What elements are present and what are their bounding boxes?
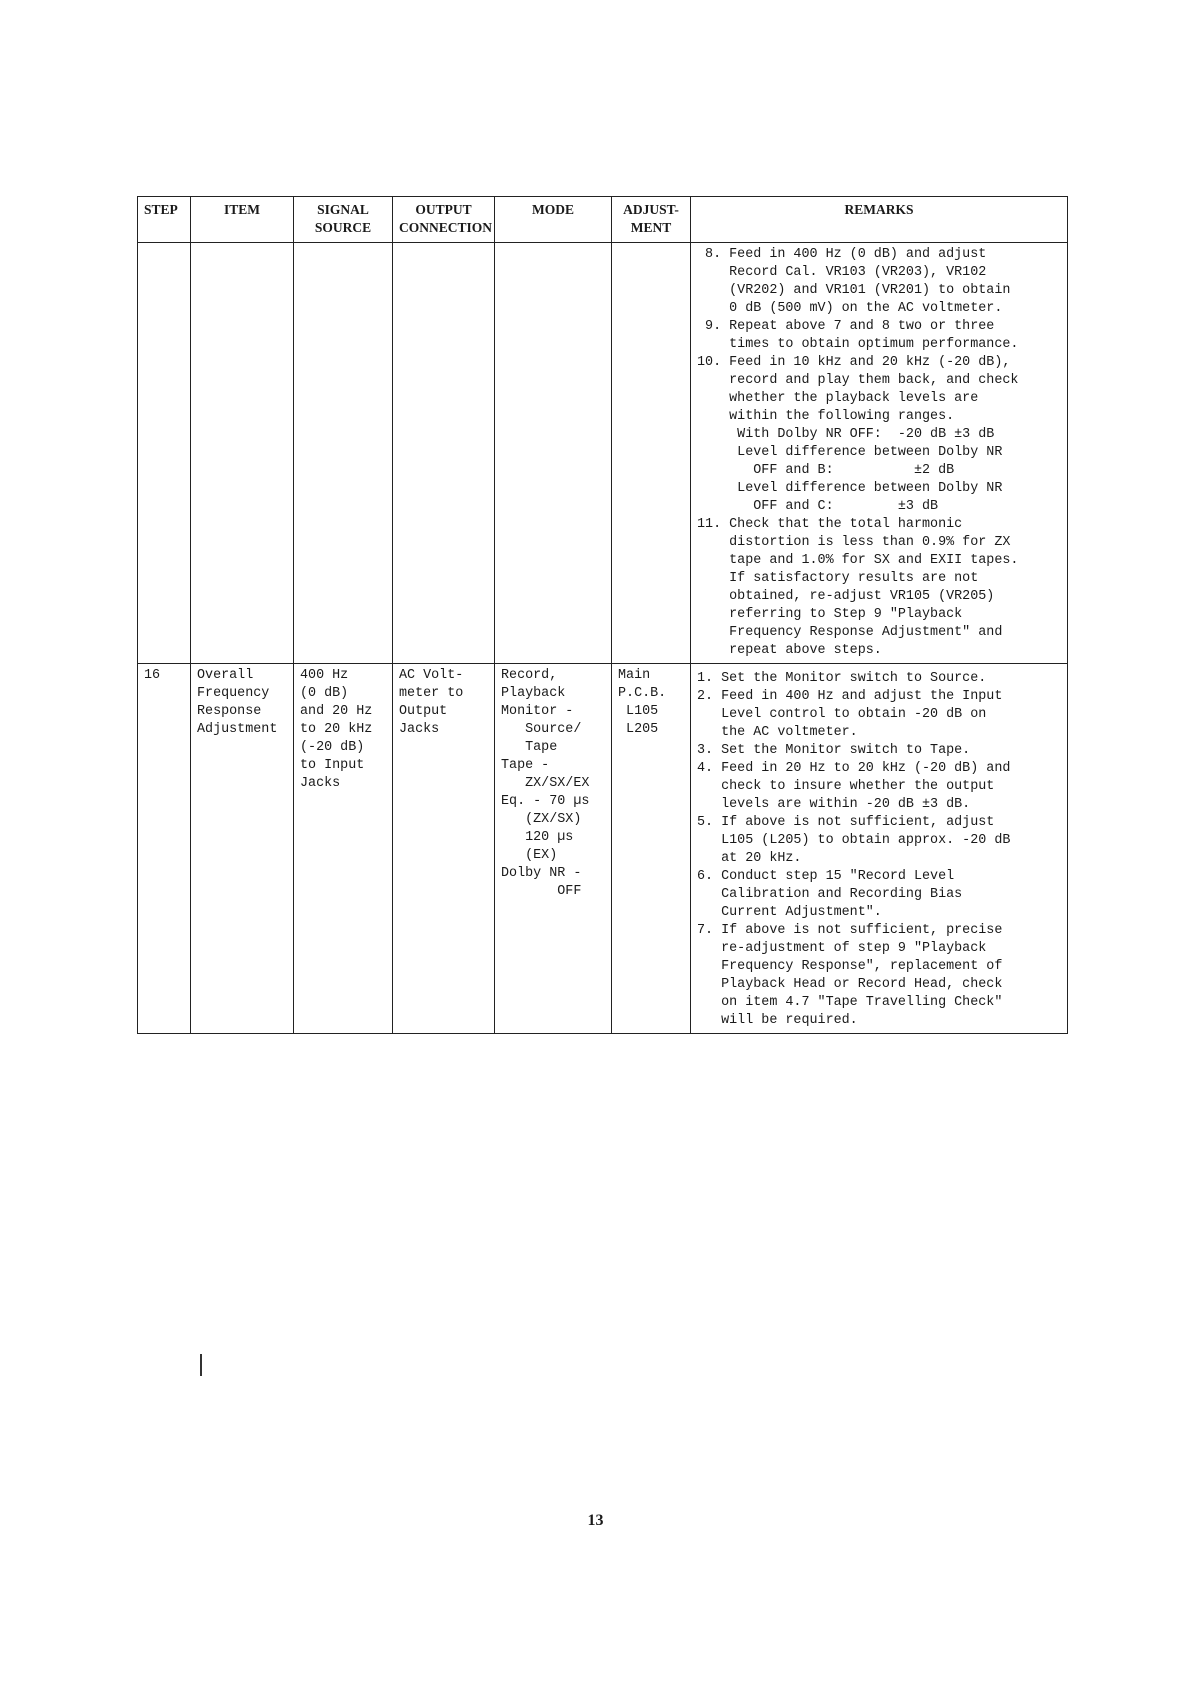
table-header-row bbox=[138, 197, 1068, 243]
cell-output-connection bbox=[393, 243, 495, 664]
cell-adjustment bbox=[612, 243, 691, 664]
cell-output-connection: AC Volt- meter to Output Jacks bbox=[393, 664, 495, 1034]
header-step: STEP bbox=[138, 197, 191, 243]
cell-remarks: 1. Set the Monitor switch to Source. 2. Feed in 400 Hz and adjust the Input Level control to obtain -20 dB on the AC voltmeter. 3. Set the Monitor switch to Tape. 4. Feed in 20 Hz to 20 kHz (-20 dB) and check to insure whether the output levels are within -20 dB ±3 dB. 5. If above is not sufficient, adjust L105 (L205) to obtain approx. -20 dB at 20 kHz. 6. Conduct step 15 "Record Level Calibration and Recording Bias Current Adjustment". 7. If above is not sufficient, precise re-adjustment of step 9 "Playback Frequency Response", replacement of Playback Head or Record Head, check on item 4.7 "Tape Travelling Check" will be required. bbox=[691, 664, 1068, 1034]
header-item: ITEM bbox=[191, 197, 294, 243]
cell-item bbox=[191, 243, 294, 664]
cell-adjustment: Main P.C.B. L105 L205 bbox=[612, 664, 691, 1034]
cell-step bbox=[138, 243, 191, 664]
adjustment-procedure-table bbox=[137, 196, 1068, 1034]
page-number: 13 bbox=[587, 1512, 604, 1529]
cell-mode bbox=[495, 243, 612, 664]
header-adjustment: ADJUST- MENT bbox=[612, 197, 691, 243]
table-row bbox=[138, 664, 1068, 1034]
cell-item: Overall Frequency Response Adjustment bbox=[191, 664, 294, 1034]
cell-signal-source: 400 Hz (0 dB) and 20 Hz to 20 kHz (-20 dB) to Input Jacks bbox=[294, 664, 393, 1034]
header-output-connection: OUTPUT CONNECTION bbox=[393, 197, 495, 243]
cell-step: 16 bbox=[138, 664, 191, 1034]
header-remarks: REMARKS bbox=[691, 197, 1068, 243]
header-mode: MODE bbox=[495, 197, 612, 243]
scan-mark bbox=[200, 1354, 202, 1376]
table-row bbox=[138, 243, 1068, 664]
cell-signal-source bbox=[294, 243, 393, 664]
cell-mode: Record, Playback Monitor - Source/ Tape Tape - ZX/SX/EX Eq. - 70 µs (ZX/SX) 120 µs (EX) Dolby NR - OFF bbox=[495, 664, 612, 1034]
header-signal-source: SIGNAL SOURCE bbox=[294, 197, 393, 243]
cell-remarks: 8. Feed in 400 Hz (0 dB) and adjust Record Cal. VR103 (VR203), VR102 (VR202) and VR101 (VR201) to obtain 0 dB (500 mV) on the AC voltmeter. 9. Repeat above 7 and 8 two or three times to obtain optimum performance. 10. Feed in 10 kHz and 20 kHz (-20 dB), record and play them back, and check whether the playback levels are within the following ranges. With Dolby NR OFF: -20 dB ±3 dB Level difference between Dolby NR OFF and B: ±2 dB Level difference between Dolby NR OFF and C: ±3 dB 11. Check that the total harmonic distortion is less than 0.9% for ZX tape and 1.0% for SX and EXII tapes. If satisfactory results are not obtained, re-adjust VR105 (VR205) referring to Step 9 "Playback Frequency Response Adjustment" and repeat above steps. bbox=[691, 243, 1068, 664]
